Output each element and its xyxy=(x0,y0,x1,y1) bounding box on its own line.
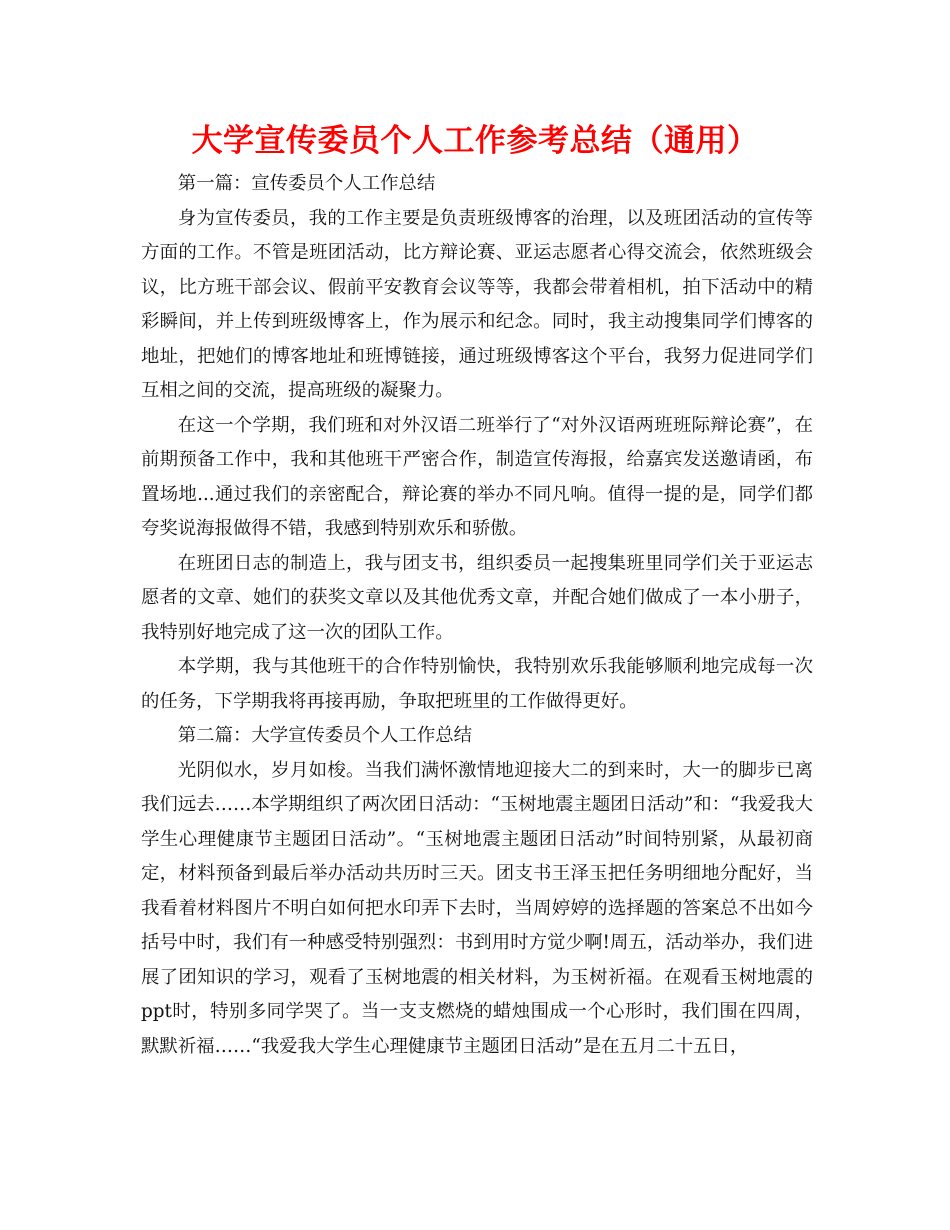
document-title: 大学宣传委员个人工作参考总结（通用） xyxy=(191,123,759,159)
paragraph: 在这一个学期，我们班和对外汉语二班举行了“对外汉语两班班际辩论赛”，在前期预备工作中，我和其他班干严密合作，制造宣传海报，给嘉宾发送邀请函，布置场地...通过我们的亲密配合，辩论赛的举办不同凡响。值得一提的是，同学们都夸奖说海报做得不错，我感到特别欢乐和骄傲。 xyxy=(141,414,813,539)
document-body xyxy=(141,167,813,1064)
paragraph: 本学期，我与其他班干的合作特别愉快，我特别欢乐我能够顺利地完成每一次的任务，下学期我将再接再励，争取把班里的工作做得更好。 xyxy=(141,656,813,712)
paragraph: 在班团日志的制造上，我与团支书，组织委员一起搜集班里同学们关于亚运志愿者的文章、她们的获奖文章以及其他优秀文章，并配合她们做成了一本小册子，我特别好地完成了这一次的团队工作。 xyxy=(141,552,813,643)
paragraph: 身为宣传委员，我的工作主要是负责班级博客的治理，以及班团活动的宣传等方面的工作。不管是班团活动，比方辩论赛、亚运志愿者心得交流会，依然班级会议，比方班干部会议、假前平安教育会议等等，我都会带着相机，拍下活动中的精彩瞬间，并上传到班级博客上，作为展示和纪念。同时，我主动搜集同学们博客的地址，把她们的博客地址和班博链接，通过班级博客这个平台，我努力促进同学们互相之间的交流，提高班级的凝聚力。 xyxy=(141,207,813,401)
paragraph: 光阴似水，岁月如梭。当我们满怀激情地迎接大二的到来时，大一的脚步已离我们远去……本学期组织了两次团日活动：“玉树地震主题团日活动”和：“我爱我大学生心理健康节主题团日活动”。“玉树地震主题团日活动”时间特别紧，从最初商定，材料预备到最后举办活动共历时三天。团支书王泽玉把任务明细地分配好，当我看着材料图片不明白如何把水印弄下去时，当周婷婷的选择题的答案总不出如今括号中时，我们有一种感受特别强烈：书到用时方觉少啊!周五，活动举办，我们进展了团知识的学习，观看了玉树地震的相关材料，为玉树祈福。在观看玉树地震的ppt时，特别多同学哭了。当一支支燃烧的蜡烛围成一个心形时，我们围在四周，默默祈福……“我爱我大学生心理健康节主题团日活动”是在五月二十五日， xyxy=(141,759,813,1057)
section-heading-2: 第二篇：大学宣传委员个人工作总结 xyxy=(177,725,473,746)
section-heading-1: 第一篇：宣传委员个人工作总结 xyxy=(177,173,436,194)
